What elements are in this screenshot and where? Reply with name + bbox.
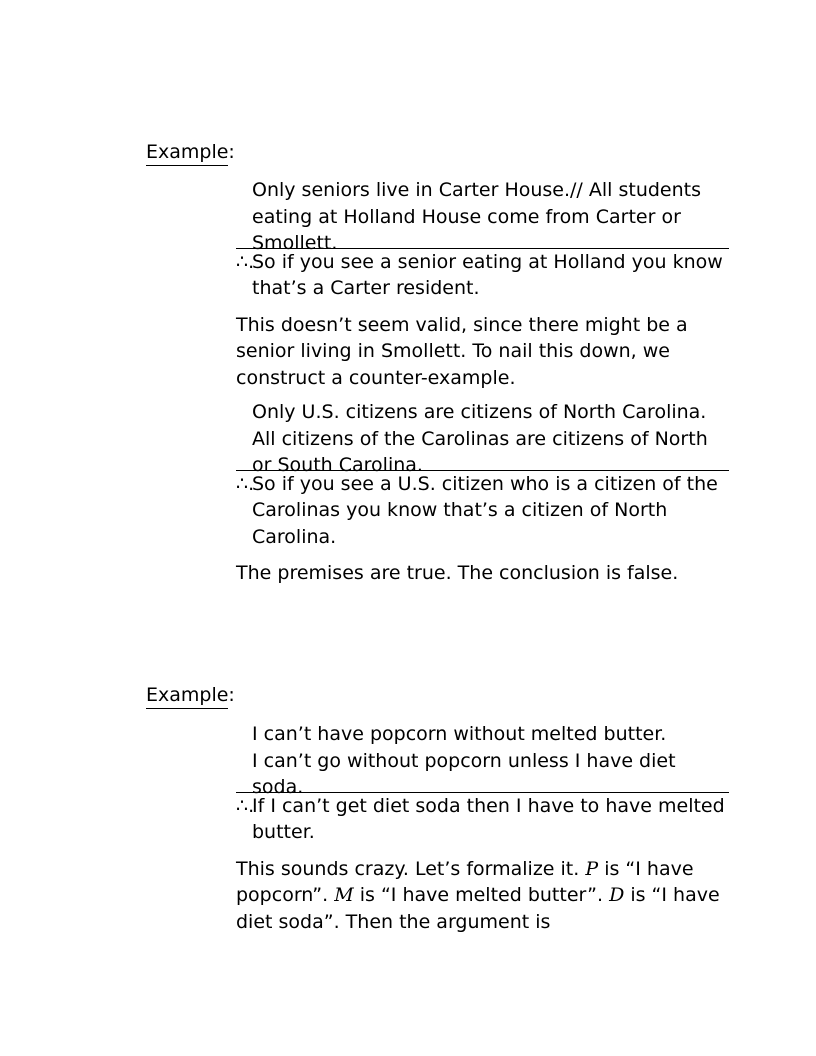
example-1-premises: Only seniors live in Carter House.// All students eating at Holland House come from Carter or Smollett. [252,179,701,254]
variable-m: M [334,884,354,906]
conclusion-text: So if you see a U.S. citizen who is a citizen of the Carolinas you know that’s a citizen of North Carolina. [252,472,718,548]
comment-text: is “I have melted butter”. [359,884,604,906]
variable-p: P [585,857,599,880]
counter-premise-2: All citizens of the Carolinas are citizens of North or South Carolina. [252,427,708,476]
example-2-label: Example: [146,684,228,709]
counter-example-argument [236,399,726,550]
therefore-symbol: ∴. [236,250,255,273]
example-2-premise-1: I can’t have popcorn without melted butter. [252,723,667,745]
therefore-symbol: ∴. [236,794,255,817]
example-1-comment: This doesn’t seem valid, since there might be a senior living in Smollett. To nail this down, we construct a counter-example. [236,313,688,389]
variable-d: D [609,884,625,906]
comment-text: is “I have diet soda”. Then the argument is [236,884,720,933]
example-2-conclusion [236,793,726,846]
example-1-conclusion [236,249,726,302]
therefore-symbol: ∴. [236,472,255,495]
comment-text: is “I have popcorn”. [236,857,694,906]
example-1-argument [236,177,726,587]
conclusion-text: If I can’t get diet soda then I have to have melted butter. [252,794,725,843]
example-2-comment [236,856,726,936]
conclusion-text: So if you see a senior eating at Holland you know that’s a Carter resident. [252,250,723,299]
comment-text: This sounds crazy. Let’s formalize it. [236,857,580,880]
counter-premise-1: Only U.S. citizens are citizens of North Carolina. [252,401,707,423]
example-2-argument [236,721,726,935]
example-1-verdict: The premises are true. The conclusion is false. [236,562,679,584]
example-2-premise-2: I can’t go without popcorn unless I have diet soda. [252,749,676,798]
counter-conclusion [236,471,726,551]
example-1-label: Example: [146,141,228,166]
